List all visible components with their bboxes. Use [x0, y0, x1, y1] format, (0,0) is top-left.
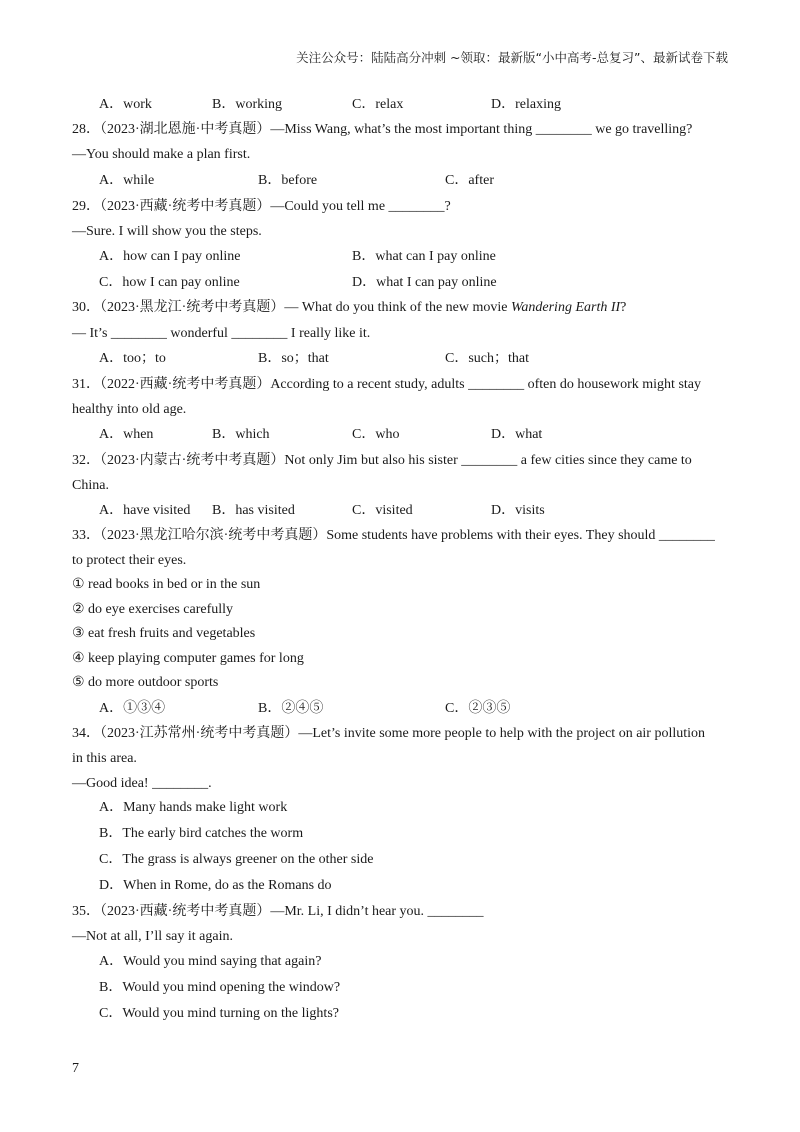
q33-stem: 33．（2023·黑龙江哈尔滨·统考中考真题）Some students have problems with their eyes. They should ________	[72, 528, 715, 543]
q33-option-b: B．②④⑤	[258, 701, 324, 716]
q30-movie-title: Wandering Earth II	[511, 300, 621, 315]
q28-option-c: C．after	[445, 173, 494, 188]
q34-option-c: C．The grass is always greener on the other side	[99, 852, 374, 867]
q33-option-a: A．①③④	[99, 701, 166, 716]
q30-stem-text: 30．（2023·黑龙江·统考中考真题）— What do you think of the new movie	[72, 300, 512, 315]
q34-dialogue: —Good idea! ________.	[72, 776, 212, 791]
q31-option-d: D．what	[491, 427, 543, 442]
q28-dialogue: —You should make a plan first.	[72, 147, 251, 162]
q30-option-a: A．too；to	[99, 351, 166, 366]
q28-option-b: B．before	[258, 173, 318, 188]
q28-stem: 28．（2023·湖北恩施·中考真题）—Miss Wang, what’s the most important thing ________ we go travelling?	[72, 122, 693, 137]
q35-stem: 35．（2023·西藏·统考中考真题）—Mr. Li, I didn’t hear you. ________	[72, 904, 484, 919]
q34-option-b: B．The early bird catches the worm	[99, 826, 304, 841]
q33-item-3: ③ eat fresh fruits and vegetables	[72, 626, 256, 641]
q33-item-2: ② do eye exercises carefully	[72, 602, 234, 617]
q35-option-a: A．Would you mind saying that again?	[99, 954, 322, 969]
q34-stem: 34．（2023·江苏常州·统考中考真题）—Let’s invite some more people to help with the project on air pollution	[72, 726, 706, 741]
q29-option-a: A．how can I pay online	[99, 249, 241, 264]
q34-stem-cont: in this area.	[72, 751, 137, 766]
q31-stem: 31．（2022·西藏·统考中考真题）According to a recent study, adults ________ often do housework might stay	[72, 377, 702, 392]
q30-option-b: B．so；that	[258, 351, 329, 366]
q31-option-c: C．who	[352, 427, 400, 442]
page-header: 关注公众号：陆陆高分冲刺 ~领取：最新版“小中高考-总复习”、最新试卷下载	[296, 50, 728, 65]
q32-option-b: B．has visited	[212, 503, 295, 518]
q33-option-c: C．②③⑤	[445, 701, 511, 716]
q32-stem-cont: China.	[72, 478, 109, 493]
q33-item-4: ④ keep playing computer games for long	[72, 651, 304, 666]
q35-option-b: B．Would you mind opening the window?	[99, 980, 341, 995]
q27-option-d: D．relaxing	[491, 97, 561, 112]
q27-option-a: A．work	[99, 97, 152, 112]
q27-option-b: B．working	[212, 97, 282, 112]
q27-option-c: C．relax	[352, 97, 404, 112]
q34-option-a: A．Many hands make light work	[99, 800, 288, 815]
q28-option-a: A．while	[99, 173, 155, 188]
q29-stem: 29．（2023·西藏·统考中考真题）—Could you tell me ________?	[72, 199, 451, 214]
q31-option-b: B．which	[212, 427, 270, 442]
q29-option-d: D．what I can pay online	[352, 275, 497, 290]
q29-option-c: C．how I can pay online	[99, 275, 240, 290]
q34-option-d: D．When in Rome, do as the Romans do	[99, 878, 332, 893]
q33-item-5: ⑤ do more outdoor sports	[72, 675, 219, 690]
q32-stem: 32．（2023·内蒙古·统考中考真题）Not only Jim but also his sister ________ a few cities since they came to	[72, 453, 692, 468]
q31-stem-cont: healthy into old age.	[72, 402, 187, 417]
q32-option-c: C．visited	[352, 503, 413, 518]
q30-stem	[72, 299, 626, 317]
page-number: 7	[72, 1061, 79, 1076]
q33-item-1: ① read books in bed or in the sun	[72, 577, 261, 592]
q33-stem-cont: to protect their eyes.	[72, 553, 187, 568]
q30-dialogue: — It’s ________ wonderful ________ I really like it.	[72, 326, 371, 341]
q32-option-d: D．visits	[491, 503, 545, 518]
q35-dialogue: —Not at all, I’ll say it again.	[72, 929, 233, 944]
q30-stem-end: ?	[620, 300, 627, 315]
q31-option-a: A．when	[99, 427, 154, 442]
q30-option-c: C．such；that	[445, 351, 529, 366]
q35-option-c: C．Would you mind turning on the lights?	[99, 1006, 339, 1021]
q29-option-b: B．what can I pay online	[352, 249, 496, 264]
q32-option-a: A．have visited	[99, 503, 191, 518]
q29-dialogue: —Sure. I will show you the steps.	[72, 224, 262, 239]
